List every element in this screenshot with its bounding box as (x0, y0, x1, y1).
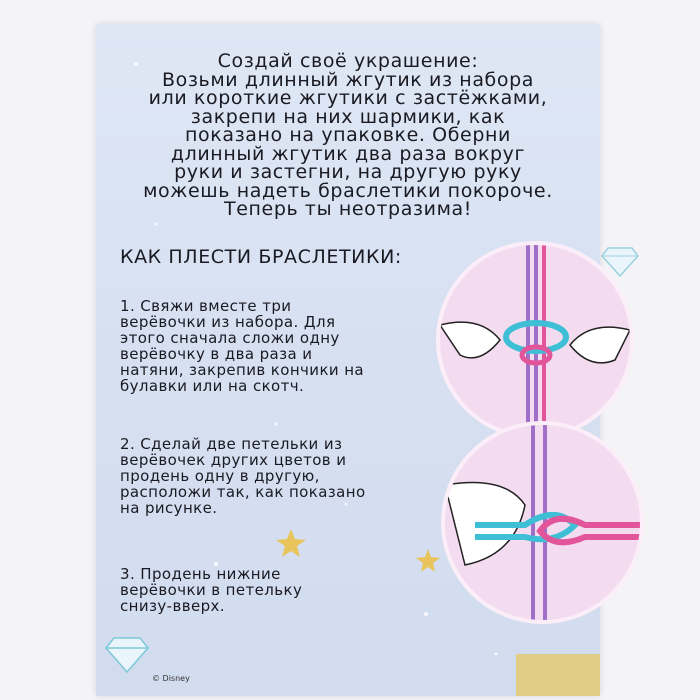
step-3 (120, 566, 302, 614)
intro-line: Создай своё украшение: (217, 50, 479, 72)
diamond-icon (600, 240, 640, 280)
step-line: верёвочки из набора. Для (120, 313, 336, 331)
illustration-step-2 (445, 425, 640, 620)
intro-line: Теперь ты неотразима! (224, 198, 472, 220)
intro-line: или короткие жгутики с застёжками, (148, 87, 548, 109)
step-line: верёвочки в петельку (120, 581, 303, 599)
intro-line: можешь надеть браслетики покороче. (143, 179, 553, 202)
intro-line: Возьми длинный жгутик из набора (161, 68, 535, 91)
section-heading: КАК ПЛЕСТИ БРАСЛЕТИКИ: (120, 246, 402, 268)
intro-line: руки и застегни, на другую руку (174, 161, 522, 183)
step-line: верёвочку в два раза и (120, 345, 313, 363)
step-line: верёвочек других цветов и (120, 451, 347, 469)
step-2 (120, 436, 366, 516)
intro-text (96, 52, 600, 219)
step-line: 2. Сделай две петельки из (120, 435, 343, 453)
step-line: снизу-вверх. (120, 597, 225, 615)
intro-line: закрепи на них шармики, как (190, 105, 506, 128)
step-line: этого сначала сложи одну (120, 329, 340, 347)
intro-line: показано на упаковке. Оберни (185, 124, 511, 146)
step-line: 1. Свяжи вместе три (120, 297, 292, 315)
step-line: на рисунке. (120, 499, 218, 517)
step-line: булавки или на скотч. (120, 377, 305, 395)
intro-line: длинный жгутик два раза вокруг (170, 142, 526, 165)
diamond-icon (106, 638, 148, 672)
step-line: расположи так, как показано (120, 483, 366, 501)
step-line: продень одну в другую, (120, 467, 320, 485)
glitter-rainbow (516, 654, 600, 696)
copyright: © Disney (152, 674, 190, 683)
step-line: натяни, закрепив кончики на (120, 361, 365, 379)
step-1 (120, 298, 364, 394)
step-line: 3. Продень нижние (120, 565, 281, 583)
